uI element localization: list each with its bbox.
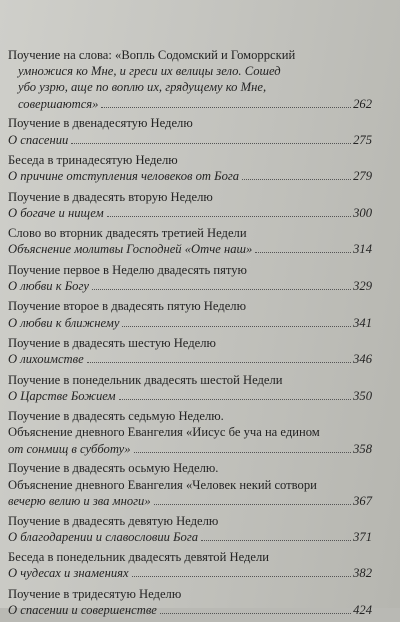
toc-entry-line — [8, 441, 372, 457]
toc-entry-300[interactable] — [8, 189, 372, 221]
toc-entry-line: умножися ко Мне, и греси их велицы зело. Сошед — [18, 64, 281, 79]
toc-entry-title: Поучение в понедельник двадесять шестой Недели — [8, 372, 283, 387]
toc-entry-title: Поучение в двенадесятую Неделю — [8, 116, 193, 131]
toc-entry-371[interactable] — [8, 513, 372, 545]
toc-entry-subtitle — [8, 565, 372, 581]
dot-leader — [122, 326, 351, 327]
toc-entry-262[interactable] — [8, 47, 372, 112]
toc-entry-title: Слово во вторник двадесять третией Недели — [8, 226, 247, 241]
toc-entry-text: О любви к ближнему — [8, 315, 120, 330]
toc-entry-subtitle — [8, 132, 372, 148]
toc-entry-text: О богаче и нищем — [8, 205, 104, 220]
toc-page-number: 424 — [353, 602, 372, 617]
toc-entry-subtitle — [8, 529, 372, 545]
toc-entry-text: О лихоимстве — [8, 352, 84, 367]
toc-entry-title: Поучение первое в Неделю двадесять пятую — [8, 262, 247, 277]
toc-entry-358[interactable] — [8, 408, 372, 457]
dot-leader — [242, 179, 351, 180]
toc-entry-314[interactable] — [8, 225, 372, 257]
toc-entry-346[interactable] — [8, 335, 372, 367]
toc-entry-341[interactable] — [8, 298, 372, 330]
dot-leader — [92, 289, 351, 290]
toc-entry-title: Поучение в тридесятую Неделю — [8, 586, 182, 601]
toc-page-number: 367 — [353, 493, 372, 508]
toc-entry-subtitle — [8, 168, 372, 184]
toc-entry-text: вечерю велию и зва многи» — [8, 493, 151, 508]
toc-entry-title: Поучение второе в двадесять пятую Неделю — [8, 299, 246, 314]
toc-entry-367[interactable] — [8, 460, 372, 509]
toc-page-number: 300 — [353, 205, 372, 220]
toc-page-number: 314 — [353, 242, 372, 257]
toc-entry-text: О спасении и совершенстве — [8, 602, 157, 617]
dot-leader — [154, 504, 351, 505]
toc-entry-text: О спасении — [8, 132, 69, 147]
dot-leader — [107, 216, 351, 217]
dot-leader — [132, 576, 352, 577]
dot-leader — [134, 452, 352, 453]
dot-leader — [119, 399, 352, 400]
toc-entry-title: Поучение в двадесять шестую Неделю — [8, 335, 216, 350]
toc-entry-text: Объяснение молитвы Господней «Отче наш» — [8, 242, 253, 257]
toc-page-number: 358 — [353, 441, 372, 456]
toc-entry-424[interactable] — [8, 586, 372, 618]
dot-leader — [160, 613, 351, 614]
toc-entry-subtitle — [8, 278, 372, 294]
toc-page-number: 371 — [353, 529, 372, 544]
toc-page-number: 382 — [353, 566, 372, 581]
toc-entry-subtitle — [8, 205, 372, 221]
toc-entry-title: Поучение в двадесять седьмую Неделю. — [8, 409, 224, 424]
dot-leader — [87, 362, 351, 363]
toc-entry-text: от сонмищ в субботу» — [8, 441, 131, 456]
toc-entry-text: О чудесах и знамениях — [8, 566, 129, 581]
toc-entry-350[interactable] — [8, 372, 372, 404]
toc-entry-title: Поучение в двадесять осьмую Неделю. — [8, 461, 219, 476]
toc-page-number: 262 — [353, 96, 372, 111]
toc-entry-title: Беседа в тринадесятую Неделю — [8, 153, 178, 167]
toc-entry-subtitle — [8, 351, 372, 367]
toc-entry-title: Поучение в двадесять вторую Неделю — [8, 189, 213, 204]
toc-entry-line: убо узрю, аще по воплю их, грядущему ко Мне, — [18, 80, 267, 95]
toc-entry-subtitle — [8, 602, 372, 618]
table-of-contents — [8, 47, 372, 622]
dot-leader — [255, 252, 351, 253]
toc-entry-title: Беседа в понедельник двадесять девятой Недели — [8, 550, 270, 565]
toc-entry-line — [8, 493, 372, 509]
dot-leader — [201, 540, 351, 541]
toc-entry-subtitle — [8, 241, 372, 257]
toc-entry-line — [8, 96, 372, 112]
toc-entry-line: Поучение на слова: «Вопль Содомский и Гоморрский — [8, 48, 296, 62]
toc-entry-title: Поучение в двадесять девятую Неделю — [8, 513, 219, 528]
toc-entry-text: О благодарении и славословии Бога — [8, 529, 199, 544]
toc-page-number: 275 — [353, 132, 372, 147]
dot-leader — [71, 143, 351, 144]
toc-entry-subtitle — [8, 388, 372, 404]
toc-page-number: 350 — [353, 388, 372, 403]
toc-entry-382[interactable] — [8, 549, 372, 581]
toc-entry-329[interactable] — [8, 262, 372, 294]
toc-entry-line: Объяснение дневного Евангелия «Человек некий сотвори — [8, 477, 317, 492]
toc-page-number: 346 — [353, 352, 372, 367]
toc-entry-text: О причине отступления человеков от Бога — [8, 169, 240, 184]
toc-entry-line: Объяснение дневного Евангелия «Иисус бе уча на едином — [8, 425, 320, 440]
toc-page-number: 341 — [353, 315, 372, 330]
toc-entry-subtitle — [8, 315, 372, 331]
toc-page-number: 329 — [353, 278, 372, 293]
toc-entry-279[interactable] — [8, 152, 372, 184]
toc-entry-text: О Царстве Божием — [8, 388, 116, 403]
dot-leader — [101, 107, 351, 108]
toc-entry-text: О любви к Богу — [8, 278, 89, 293]
toc-page-number: 279 — [353, 169, 372, 184]
toc-entry-275[interactable] — [8, 115, 372, 147]
toc-entry-text: совершаются» — [18, 96, 99, 111]
